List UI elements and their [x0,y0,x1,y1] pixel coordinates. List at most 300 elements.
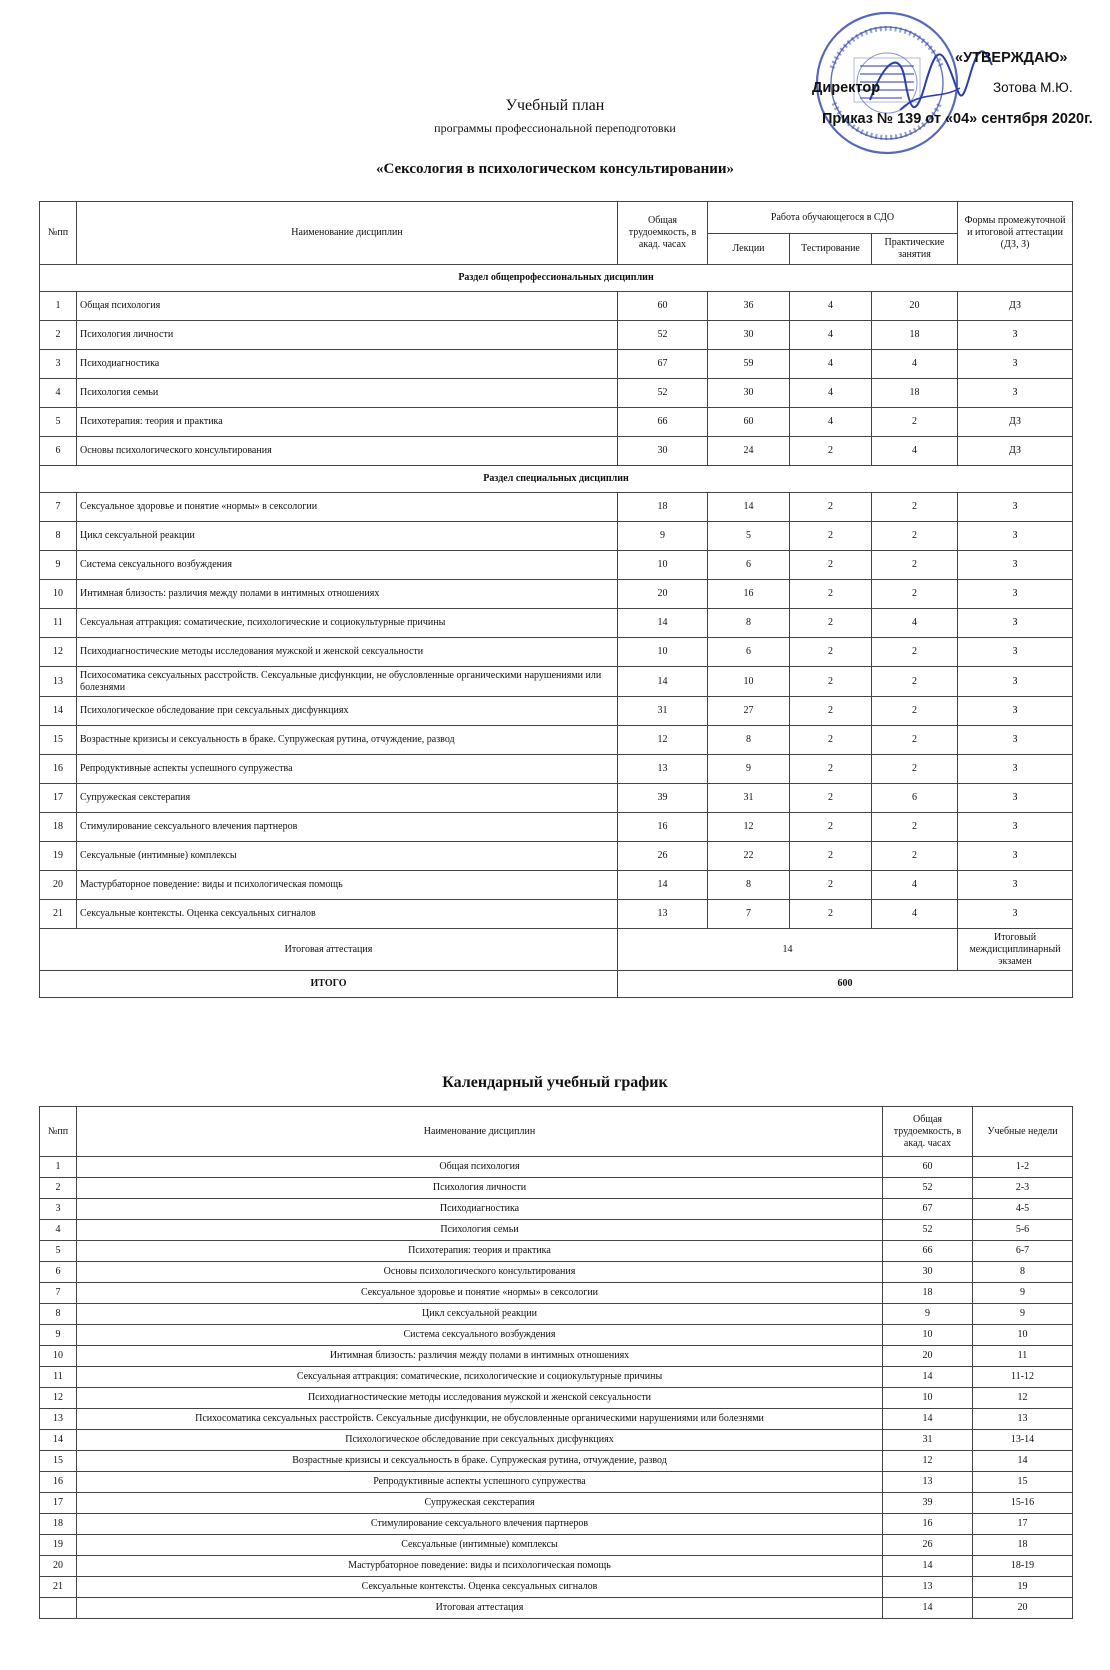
testing-hours: 4 [790,408,872,437]
table-row [40,1241,1073,1262]
practice-hours: 4 [872,350,958,379]
row-number: 7 [40,1283,77,1304]
total-hours: 67 [883,1199,973,1220]
lecture-hours: 24 [708,437,790,466]
table-row [40,292,1073,321]
discipline-name: Общая психология [77,1157,883,1178]
assessment-form: З [958,842,1073,871]
discipline-name: Психодиагностические методы исследования мужской и женской сексуальности [77,1388,883,1409]
discipline-name: Общая психология [77,292,618,321]
study-weeks: 11 [973,1346,1073,1367]
total-hours-value: 600 [618,971,1073,998]
total-hours: 52 [618,379,708,408]
discipline-name: Психологическое обследование при сексуальных дисфункциях [77,1430,883,1451]
row-number: 7 [40,493,77,522]
study-weeks: 11-12 [973,1367,1073,1388]
row-number: 14 [40,697,77,726]
table-row [40,638,1073,667]
total-hours: 13 [883,1577,973,1598]
discipline-name: Психотерапия: теория и практика [77,408,618,437]
lecture-hours: 60 [708,408,790,437]
row-number: 1 [40,1157,77,1178]
table-row [40,437,1073,466]
study-weeks: 14 [973,1451,1073,1472]
study-weeks: 12 [973,1388,1073,1409]
total-hours: 10 [618,638,708,667]
table-row [40,667,1073,697]
study-weeks: 17 [973,1514,1073,1535]
table-row [40,1220,1073,1241]
lecture-hours: 6 [708,551,790,580]
testing-hours: 2 [790,842,872,871]
lecture-hours: 31 [708,784,790,813]
table-row [40,522,1073,551]
row-number: 16 [40,1472,77,1493]
total-hours: 13 [618,900,708,929]
practice-hours: 2 [872,813,958,842]
row-number: 1 [40,292,77,321]
row-number: 6 [40,1262,77,1283]
total-hours: 10 [883,1388,973,1409]
table-row [40,1199,1073,1220]
total-hours: 10 [883,1325,973,1346]
row-number: 15 [40,1451,77,1472]
total-hours: 52 [883,1178,973,1199]
table-row [40,408,1073,437]
table-row [40,551,1073,580]
discipline-name: Цикл сексуальной реакции [77,522,618,551]
discipline-name: Психодиагностика [77,1199,883,1220]
table-row [40,1493,1073,1514]
lecture-hours: 14 [708,493,790,522]
table-row [40,1157,1073,1178]
assessment-form: З [958,350,1073,379]
discipline-name: Супружеская секстерапия [77,1493,883,1514]
table-row [40,1262,1073,1283]
table-row [40,726,1073,755]
table-row [40,1535,1073,1556]
study-weeks: 9 [973,1283,1073,1304]
practice-hours: 6 [872,784,958,813]
row-number: 10 [40,580,77,609]
study-weeks: 18 [973,1535,1073,1556]
practice-hours: 2 [872,493,958,522]
assessment-form: З [958,813,1073,842]
discipline-name: Мастурбаторное поведение: виды и психологическая помощь [77,871,618,900]
discipline-name: Сексуальная аттракция: соматические, психологические и социокультурные причины [77,1367,883,1388]
assessment-form: З [958,638,1073,667]
total-hours: 67 [618,350,708,379]
study-weeks: 19 [973,1577,1073,1598]
table-row [40,871,1073,900]
row-number: 13 [40,667,77,697]
table-row [40,1556,1073,1577]
row-number: 20 [40,1556,77,1577]
approval-order: Приказ № 139 от «04» сентября 2020г. [822,111,1093,127]
assessment-form: ДЗ [958,437,1073,466]
study-weeks: 5-6 [973,1220,1073,1241]
approval-director-name: Зотова М.Ю. [993,80,1073,95]
study-weeks: 4-5 [973,1199,1073,1220]
lecture-hours: 10 [708,667,790,697]
table-row [40,900,1073,929]
discipline-name: Основы психологического консультирования [77,1262,883,1283]
assessment-form: З [958,321,1073,350]
total-hours: 26 [618,842,708,871]
discipline-name: Супружеская секстерапия [77,784,618,813]
total-hours: 30 [883,1262,973,1283]
col-header-lectures: Лекции [708,234,790,265]
practice-hours: 2 [872,726,958,755]
row-number: 3 [40,1199,77,1220]
total-hours: 9 [618,522,708,551]
row-number: 8 [40,1304,77,1325]
table-row [40,350,1073,379]
lecture-hours: 36 [708,292,790,321]
practice-hours: 4 [872,900,958,929]
table-row [40,1346,1073,1367]
discipline-name: Психосоматика сексуальных расстройств. Сексуальные дисфункции, не обусловленные органическими нарушениями или болезнями [77,1409,883,1430]
discipline-name: Психология семьи [77,1220,883,1241]
testing-hours: 4 [790,350,872,379]
table-row [40,784,1073,813]
discipline-name: Возрастные кризисы и сексуальность в браке. Супружеская рутина, отчуждение, развод [77,1451,883,1472]
assessment-form: З [958,522,1073,551]
practice-hours: 2 [872,667,958,697]
discipline-name: Репродуктивные аспекты успешного супружества [77,1472,883,1493]
table-row [40,1472,1073,1493]
discipline-name: Психодиагностика [77,350,618,379]
row-number: 18 [40,1514,77,1535]
row-number: 3 [40,350,77,379]
discipline-name: Психологическое обследование при сексуальных дисфункциях [77,697,618,726]
table-row [40,1430,1073,1451]
col-header-work: Работа обучающегося в СДО [708,202,958,234]
section-row [40,466,1073,493]
discipline-name: Психодиагностические методы исследования мужской и женской сексуальности [77,638,618,667]
discipline-name: Стимулирование сексуального влечения партнеров [77,813,618,842]
testing-hours: 2 [790,871,872,900]
practice-hours: 2 [872,638,958,667]
testing-hours: 2 [790,437,872,466]
table-row [40,1409,1073,1430]
testing-hours: 2 [790,493,872,522]
discipline-name: Сексуальные контексты. Оценка сексуальных сигналов [77,1577,883,1598]
testing-hours: 2 [790,784,872,813]
lecture-hours: 8 [708,609,790,638]
total-hours: 12 [883,1451,973,1472]
testing-hours: 2 [790,755,872,784]
final-assessment-form: Итоговый междисциплинарный экзамен [958,929,1073,971]
assessment-form: З [958,784,1073,813]
sched-header-num: №пп [40,1107,77,1157]
col-header-practice: Практические занятия [872,234,958,265]
discipline-name: Сексуальная аттракция: соматические, психологические и социокультурные причины [77,609,618,638]
total-hours: 60 [883,1157,973,1178]
discipline-name: Интимная близость: различия между полами в интимных отношениях [77,1346,883,1367]
assessment-form: З [958,697,1073,726]
discipline-name: Сексуальное здоровье и понятие «нормы» в сексологии [77,493,618,522]
discipline-name: Психосоматика сексуальных расстройств. Сексуальные дисфункции, не обусловленные органическими нарушениями или болезнями [77,667,618,697]
lecture-hours: 27 [708,697,790,726]
table-row [40,1388,1073,1409]
lecture-hours: 7 [708,900,790,929]
total-hours: 39 [883,1493,973,1514]
table-row [40,379,1073,408]
assessment-form: З [958,667,1073,697]
testing-hours: 2 [790,522,872,551]
row-number: 11 [40,609,77,638]
study-weeks: 8 [973,1262,1073,1283]
col-header-hours: Общая трудоемкость, в акад. часах [618,202,708,265]
study-weeks: 13 [973,1409,1073,1430]
discipline-name: Сексуальное здоровье и понятие «нормы» в сексологии [77,1283,883,1304]
row-number: 8 [40,522,77,551]
testing-hours: 2 [790,667,872,697]
discipline-name: Итоговая аттестация [77,1598,883,1619]
discipline-name: Основы психологического консультирования [77,437,618,466]
study-weeks: 1-2 [973,1157,1073,1178]
study-weeks: 2-3 [973,1178,1073,1199]
total-hours: 14 [618,609,708,638]
row-number: 2 [40,1178,77,1199]
assessment-form: З [958,726,1073,755]
discipline-name: Сексуальные (интимные) комплексы [77,842,618,871]
row-number: 9 [40,1325,77,1346]
sched-header-hours: Общая трудоемкость, в акад. часах [883,1107,973,1157]
discipline-name: Сексуальные контексты. Оценка сексуальных сигналов [77,900,618,929]
assessment-form: З [958,900,1073,929]
practice-hours: 4 [872,871,958,900]
practice-hours: 2 [872,551,958,580]
total-hours: 20 [883,1346,973,1367]
document-subtitle: программы профессиональной переподготовки [434,121,676,135]
row-number: 5 [40,1241,77,1262]
table-row [40,1514,1073,1535]
total-hours: 31 [618,697,708,726]
row-number: 4 [40,379,77,408]
practice-hours: 2 [872,408,958,437]
study-weeks: 18-19 [973,1556,1073,1577]
row-number: 5 [40,408,77,437]
total-label: ИТОГО [40,971,618,998]
total-hours: 10 [618,551,708,580]
testing-hours: 2 [790,609,872,638]
testing-hours: 4 [790,379,872,408]
testing-hours: 4 [790,292,872,321]
row-number: 2 [40,321,77,350]
practice-hours: 2 [872,842,958,871]
practice-hours: 2 [872,580,958,609]
practice-hours: 18 [872,379,958,408]
col-header-forms: Формы промежуточной и итоговой аттестации (ДЗ, З) [958,202,1073,265]
assessment-form: З [958,551,1073,580]
total-hours: 14 [883,1598,973,1619]
row-number [40,1598,77,1619]
final-assessment-label: Итоговая аттестация [40,929,618,971]
testing-hours: 2 [790,813,872,842]
total-hours: 18 [618,493,708,522]
row-number: 4 [40,1220,77,1241]
total-hours: 16 [883,1514,973,1535]
table-row [40,1283,1073,1304]
study-weeks: 15 [973,1472,1073,1493]
row-number: 6 [40,437,77,466]
table-row [40,493,1073,522]
row-number: 21 [40,1577,77,1598]
discipline-name: Стимулирование сексуального влечения партнеров [77,1514,883,1535]
row-number: 13 [40,1409,77,1430]
col-header-testing: Тестирование [790,234,872,265]
testing-hours: 2 [790,638,872,667]
table-row [40,697,1073,726]
assessment-form: ДЗ [958,408,1073,437]
discipline-name: Психотерапия: теория и практика [77,1241,883,1262]
col-header-name: Наименование дисциплин [77,202,618,265]
row-number: 9 [40,551,77,580]
assessment-form: ДЗ [958,292,1073,321]
study-weeks: 10 [973,1325,1073,1346]
total-hours: 31 [883,1430,973,1451]
sched-header-weeks: Учебные недели [973,1107,1073,1157]
total-hours: 20 [618,580,708,609]
table-row [40,609,1073,638]
assessment-form: З [958,609,1073,638]
total-hours: 16 [618,813,708,842]
lecture-hours: 6 [708,638,790,667]
lecture-hours: 30 [708,321,790,350]
assessment-form: З [958,493,1073,522]
lecture-hours: 5 [708,522,790,551]
table-row [40,1577,1073,1598]
table-row [40,1367,1073,1388]
assessment-form: З [958,379,1073,408]
discipline-name: Репродуктивные аспекты успешного супружества [77,755,618,784]
discipline-name: Система сексуального возбуждения [77,1325,883,1346]
row-number: 18 [40,813,77,842]
approval-director-label: Директор [812,80,881,96]
testing-hours: 2 [790,726,872,755]
discipline-name: Мастурбаторное поведение: виды и психологическая помощь [77,1556,883,1577]
table-row [40,1325,1073,1346]
row-number: 17 [40,1493,77,1514]
lecture-hours: 22 [708,842,790,871]
schedule-table [39,1106,1073,1619]
practice-hours: 4 [872,437,958,466]
discipline-name: Психология личности [77,321,618,350]
study-weeks: 20 [973,1598,1073,1619]
total-hours: 12 [618,726,708,755]
discipline-name: Система сексуального возбуждения [77,551,618,580]
practice-hours: 18 [872,321,958,350]
assessment-form: З [958,871,1073,900]
approval-title: «УТВЕРЖДАЮ» [955,50,1068,66]
table-row [40,842,1073,871]
schedule-title: Календарный учебный график [442,1074,668,1091]
lecture-hours: 30 [708,379,790,408]
discipline-name: Психология личности [77,1178,883,1199]
testing-hours: 2 [790,580,872,609]
lecture-hours: 16 [708,580,790,609]
section-special: Раздел специальных дисциплин [40,466,1073,493]
col-header-num: №пп [40,202,77,265]
final-assessment-row [40,929,1073,971]
row-number: 12 [40,638,77,667]
row-number: 12 [40,1388,77,1409]
table-row [40,1304,1073,1325]
practice-hours: 20 [872,292,958,321]
row-number: 19 [40,842,77,871]
study-weeks: 13-14 [973,1430,1073,1451]
testing-hours: 2 [790,551,872,580]
practice-hours: 2 [872,755,958,784]
lecture-hours: 12 [708,813,790,842]
total-hours: 14 [883,1556,973,1577]
total-hours: 26 [883,1535,973,1556]
table-row [40,1598,1073,1619]
study-weeks: 6-7 [973,1241,1073,1262]
testing-hours: 2 [790,697,872,726]
document-title: Учебный план [505,97,605,114]
total-hours: 14 [618,871,708,900]
table-row [40,1451,1073,1472]
final-assessment-hours: 14 [618,929,958,971]
row-number: 17 [40,784,77,813]
table-row [40,580,1073,609]
total-hours: 13 [883,1472,973,1493]
practice-hours: 4 [872,609,958,638]
sched-header-name: Наименование дисциплин [77,1107,883,1157]
lecture-hours: 8 [708,726,790,755]
section-general: Раздел общепрофессиональных дисциплин [40,265,1073,292]
row-number: 15 [40,726,77,755]
row-number: 16 [40,755,77,784]
lecture-hours: 59 [708,350,790,379]
total-hours: 30 [618,437,708,466]
practice-hours: 2 [872,522,958,551]
total-hours: 14 [883,1409,973,1430]
lecture-hours: 8 [708,871,790,900]
discipline-name: Цикл сексуальной реакции [77,1304,883,1325]
testing-hours: 4 [790,321,872,350]
assessment-form: З [958,580,1073,609]
discipline-name: Возрастные кризисы и сексуальность в браке. Супружеская рутина, отчуждение, развод [77,726,618,755]
total-hours: 39 [618,784,708,813]
study-weeks: 15-16 [973,1493,1073,1514]
assessment-form: З [958,755,1073,784]
row-number: 19 [40,1535,77,1556]
table-row [40,1178,1073,1199]
total-hours: 14 [883,1367,973,1388]
total-hours: 9 [883,1304,973,1325]
total-hours: 52 [883,1220,973,1241]
curriculum-table [39,201,1073,998]
table-row [40,755,1073,784]
total-row [40,971,1073,998]
total-hours: 18 [883,1283,973,1304]
total-hours: 14 [618,667,708,697]
total-hours: 52 [618,321,708,350]
study-weeks: 9 [973,1304,1073,1325]
testing-hours: 2 [790,900,872,929]
row-number: 11 [40,1367,77,1388]
total-hours: 66 [618,408,708,437]
row-number: 10 [40,1346,77,1367]
row-number: 21 [40,900,77,929]
table-row [40,321,1073,350]
practice-hours: 2 [872,697,958,726]
total-hours: 66 [883,1241,973,1262]
